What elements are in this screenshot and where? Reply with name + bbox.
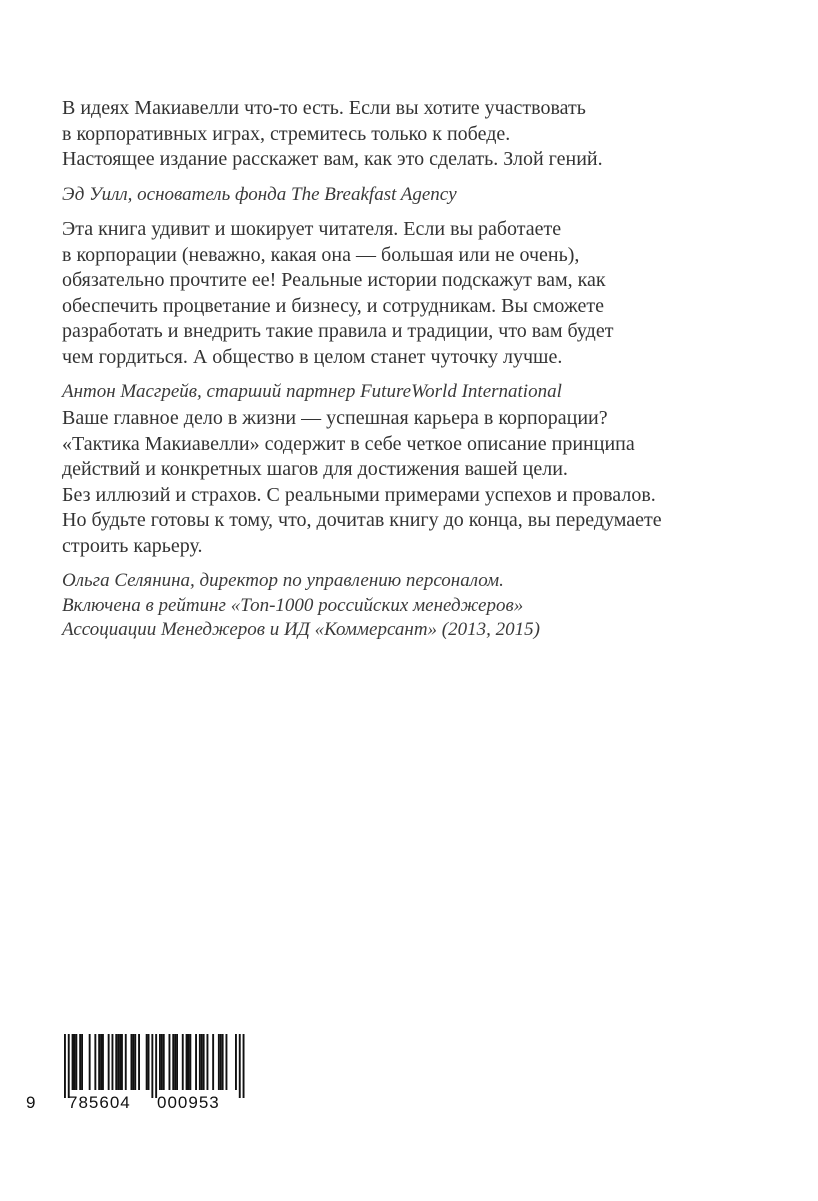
quote-line: в корпоративных играх, стремитесь только к победе. [62,122,511,145]
barcode-bar [108,1034,110,1090]
barcode-bar [201,1034,203,1090]
barcode-bar [226,1034,228,1090]
barcode-bar [125,1034,127,1090]
testimonial-author [62,380,762,405]
barcode-bar [235,1034,237,1090]
barcode-bar [188,1034,190,1090]
author-line: Ольга Селянина, директор по управлению персоналом. [62,570,504,591]
barcode-first-digit: 9 [26,1093,36,1110]
barcode-bar [102,1034,104,1090]
quote-line: Ваше главное дело в жизни — успешная карьера в корпорации? [62,407,608,429]
quote-line: обязательно прочтите ее! Реальные истории подскажут вам, как [62,269,606,291]
barcode-bar [155,1034,157,1098]
quote-line: строить карьеру. [62,534,203,557]
barcode-bar [132,1034,134,1090]
quote-line: «Тактика Макиавелли» содержит в себе четкое описание принципа [62,432,635,455]
testimonial-quote [62,217,762,370]
barcode-bar [195,1034,197,1090]
quote-line: обеспечить процветание и бизнесу, и сотрудникам. Вы сможете [62,294,604,317]
quote-line: Но будьте готовы к тому, что, дочитав книгу до конца, вы передумаете [62,509,662,531]
barcode-bar [119,1034,121,1090]
barcode-bar [134,1034,136,1090]
barcode-bar [161,1034,163,1090]
barcode-bar [72,1034,74,1090]
barcode-bar [186,1034,188,1090]
quote-line: Без иллюзий и страхов. С реальными примерами успехов и провалов. [62,483,656,506]
barcode-bar [98,1034,100,1090]
barcode-bar [159,1034,161,1090]
barcode-bar [121,1034,123,1090]
barcode-bar [189,1034,191,1090]
testimonial-quote [62,406,762,559]
barcode-bar [169,1034,171,1090]
barcode-bar [115,1034,117,1090]
quote-line: Настоящее издание расскажет вам, как это сделать. Злой гений. [62,148,603,170]
quote-line: разработать и внедрить такие правила и традиции, что вам будет [62,320,614,342]
barcode-bar [199,1034,201,1090]
barcode-bar [220,1034,222,1090]
barcode-bar [146,1034,148,1090]
barcode-right-digits: 000953 [157,1093,220,1110]
quote-line: действий и конкретных шагов для достижения вашей цели. [62,458,568,480]
quote-line: В идеях Макиавелли что-то есть. Если вы хотите участвовать [62,97,586,119]
barcode-bar [163,1034,165,1090]
barcode-bar [89,1034,91,1090]
quote-line: Эта книга удивит и шокирует читателя. Если вы работаете [62,218,562,240]
barcode-bar [64,1034,66,1098]
testimonial-author [62,183,762,208]
isbn-barcode [24,1030,254,1110]
testimonial-1 [62,96,762,207]
quote-line: чем гордиться. А общество в целом станет чуточку лучше. [62,345,563,368]
quote-line: в корпорации (неважно, какая она — большая или не очень), [62,243,580,266]
author-line: Ассоциации Менеджеров и ИД «Коммерсант» (2013, 2015) [62,619,540,640]
barcode-bar [68,1034,70,1098]
author-line: Включена в рейтинг «Топ-1000 российских менеджеров» [62,594,524,616]
barcode-bar [151,1034,153,1098]
barcode-bar [79,1034,81,1090]
barcode-bar [117,1034,119,1090]
author-line: Эд Уилл, основатель фонда The Breakfast Agency [62,183,457,205]
barcode-bar [207,1034,209,1090]
barcode-bar [138,1034,140,1090]
barcode-bar [203,1034,205,1090]
barcode-bar [243,1034,245,1098]
barcode-bar [94,1034,96,1090]
barcode-bar [212,1034,214,1090]
barcode-left-digits: 785604 [68,1093,131,1110]
testimonial-2 [62,217,762,405]
barcode-bar [112,1034,114,1090]
barcode-bar [172,1034,174,1090]
testimonial-3 [62,406,762,643]
author-line: Антон Масгрейв, старший партнер FutureWorld International [62,381,562,402]
barcode-graphic [24,1030,254,1110]
barcode-bar [222,1034,224,1090]
barcode-bar [131,1034,133,1090]
barcode-bar [182,1034,184,1090]
barcode-bars [64,1034,245,1098]
barcode-bar [75,1034,77,1090]
testimonial-quote [62,96,762,173]
barcode-bar [74,1034,76,1090]
barcode-bar [239,1034,241,1098]
barcode-bar [81,1034,83,1090]
barcode-bar [148,1034,150,1090]
barcode-bar [218,1034,220,1090]
barcode-bar [176,1034,178,1090]
barcode-bar [174,1034,176,1090]
barcode-bar [100,1034,102,1090]
testimonial-author [62,569,762,643]
